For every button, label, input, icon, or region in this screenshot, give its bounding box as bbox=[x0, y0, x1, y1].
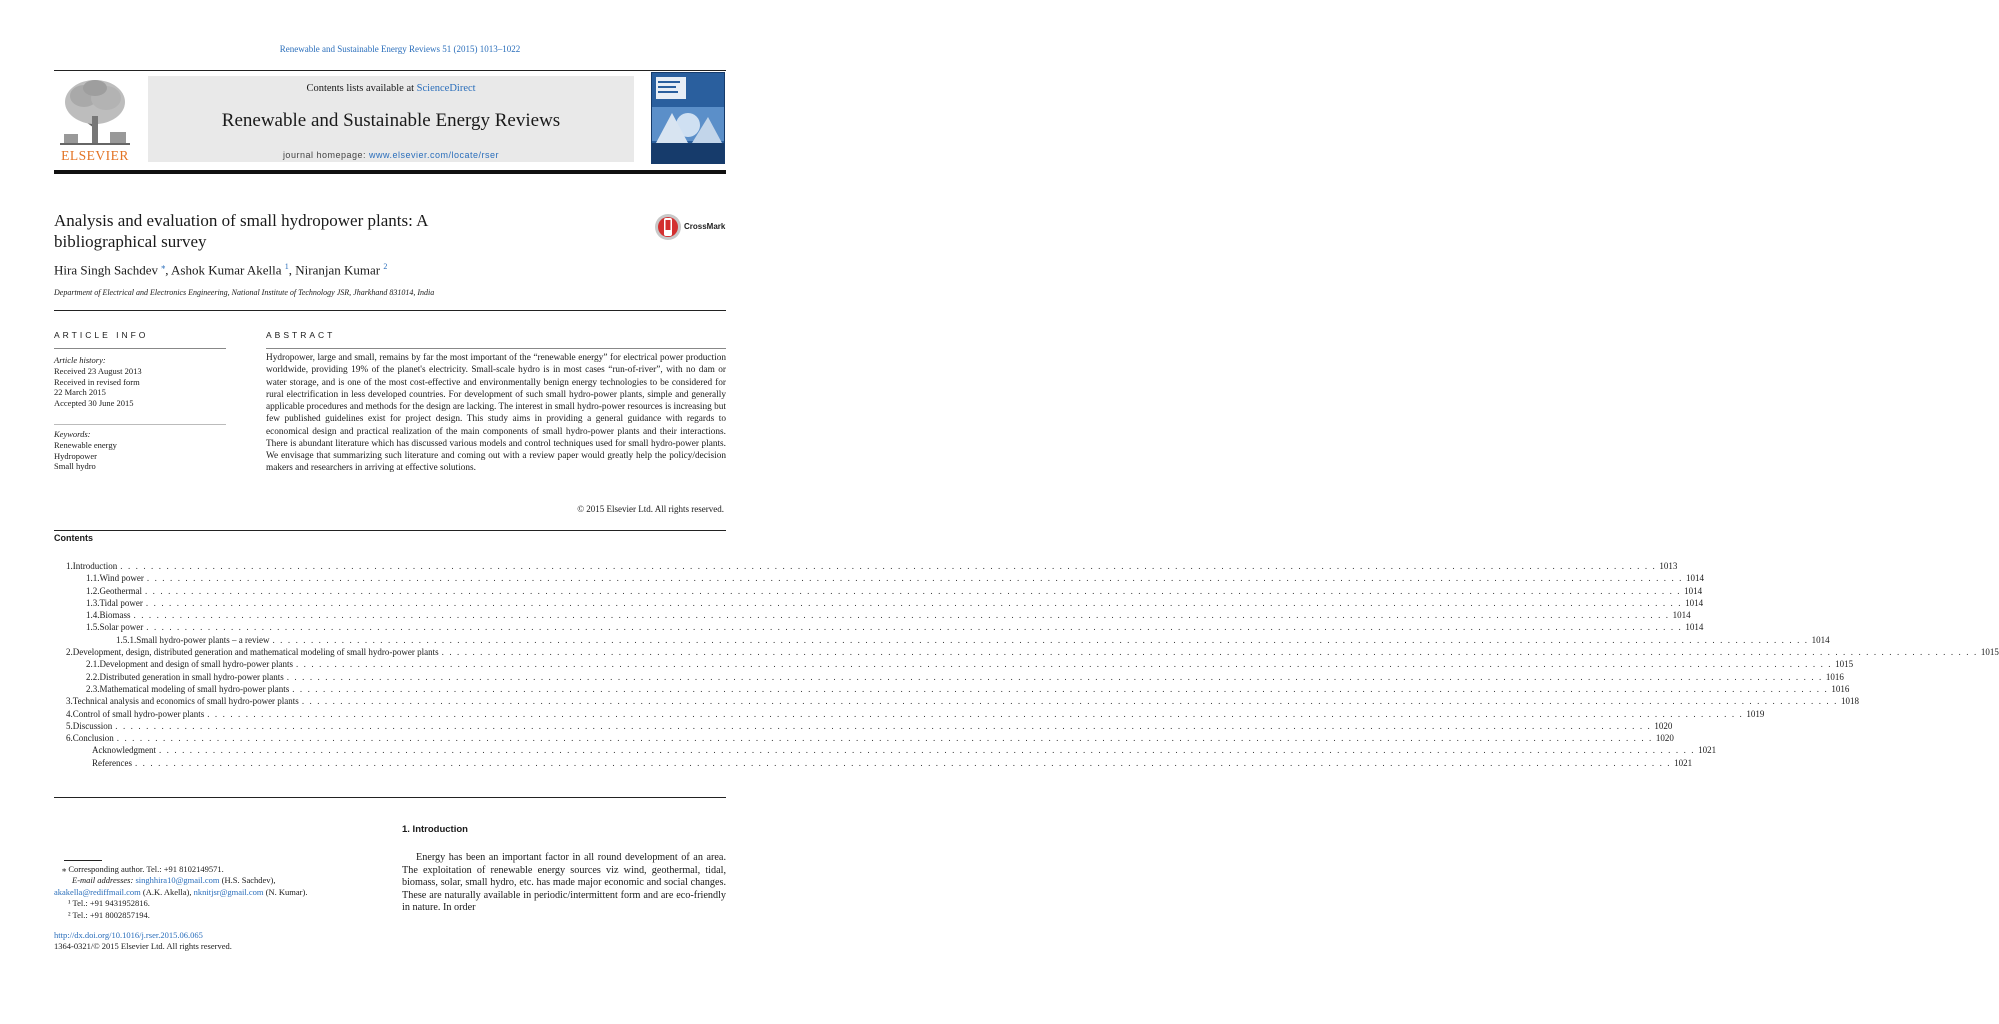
email-link[interactable]: nknitjsr@gmail.com bbox=[193, 886, 264, 897]
article-history-label: Article history: bbox=[54, 355, 106, 365]
crossmark-badge[interactable] bbox=[654, 212, 734, 242]
toc-entry-title[interactable]: Solar power bbox=[99, 622, 144, 633]
toc-page-number[interactable]: 1014 bbox=[1685, 597, 1704, 608]
toc-row[interactable] bbox=[54, 585, 1703, 598]
toc-entry-title[interactable]: Tidal power bbox=[99, 597, 143, 608]
toc-row[interactable] bbox=[54, 757, 1693, 770]
corresponding-author-note: ⁎ Corresponding author. Tel.: +91 8102149571. bbox=[62, 864, 224, 874]
toc-number: 1.4. bbox=[86, 610, 100, 621]
toc-page-number[interactable]: 1014 bbox=[1811, 634, 1830, 645]
toc-row[interactable] bbox=[54, 647, 1999, 659]
toc-entry-title[interactable]: Acknowledgment bbox=[92, 745, 156, 756]
toc-page-number[interactable]: 1014 bbox=[1684, 585, 1703, 596]
toc-page-number[interactable]: 1018 bbox=[1840, 696, 1859, 707]
keyword: Hydropower bbox=[54, 450, 97, 461]
toc-leader-dots: . . . . . . . . . . . . . . . . . . . . . . . . . . . . . . . . . . . . . . . . . . . . . . . . . . . . . . . . . . . . . . . . . . . . . . . . . . . . . . . . . . . . . . . . . . . . . . . . . . . . . . . . . . . . . . . . . . . . . . . . . . . . . . . . . . . . . . . . . . . . . . . . . . . . . . . . . . . . . . . . . . . . . . . . . . . . . . . . . . . . . . . . . . . . . . . . . . . . . . . . bbox=[133, 610, 1670, 621]
toc-leader-dots: . . . . . . . . . . . . . . . . . . . . . . . . . . . . . . . . . . . . . . . . . . . . . . . . . . . . . . . . . . . . . . . . . . . . . . . . . . . . . . . . . . . . . . . . . . . . . . . . . . . . . . . . . . . . . . . . . . . . . . . . . . . . . . . . . . . . . . . . . . . . . . . . . . . . . . . . . . . . . . . . . . . . . . . . . . . . . . . . . . . . . . . . . . . . . . . . . . . . . . . . bbox=[146, 573, 1684, 584]
contents-top-rule bbox=[54, 530, 726, 531]
toc-number: 1.5. bbox=[86, 622, 100, 633]
toc-leader-dots: . . . . . . . . . . . . . . . . . . . . . . . . . . . . . . . . . . . . . . . . . . . . . . . . . . . . . . . . . . . . . . . . . . . . . . . . . . . . . . . . . . . . . . . . . . . . . . . . . . . . . . . . . . . . . . . . . . . . . . . . . . . . . . . . . . . . . . . . . . . . . . . . . . . . . . . . . . . . . . . . . . . . . . . . . . . . . . . . . . . . . . . . . . . . . . . . . . . . . . . . bbox=[144, 585, 1682, 596]
introduction-text: Energy has been an important factor in all round development of an area. The exploitation of renewable energy sources viz wind, geothermal, tidal, biomass, solar, small hydro, etc. has made major economic and social changes. These are naturally available in periodic/intermittent form and are eco-friendly in nature. In order bbox=[402, 852, 726, 914]
toc-row[interactable] bbox=[54, 671, 1844, 684]
abstract-heading: ABSTRACT bbox=[266, 330, 336, 340]
toc-leader-dots: . . . . . . . . . . . . . . . . . . . . . . . . . . . . . . . . . . . . . . . . . . . . . . . . . . . . . . . . . . . . . . . . . . . . . . . . . . . . . . . . . . . . . . . . . . . . . . . . . . . . . . . . . . . . . . . . . . . . . . . . . . . . . . . . . . . . . . . . . . . . . . . . . . . . . . . . . . . . . . . . . . . . . . . . . . . . . . . . . . . . . . . . . . . . . . . . . . . . . . . . bbox=[158, 745, 1696, 756]
keywords bbox=[54, 429, 226, 472]
author-list: Hira Singh Sachdev ⁎, Ashok Kumar Akella $^1$, Niranjan Kumar $^2$ bbox=[54, 262, 388, 278]
toc-number: 1.1. bbox=[86, 573, 100, 584]
author-footnote-mark[interactable]: 1 bbox=[284, 262, 289, 271]
toc-page-number[interactable]: 1019 bbox=[1746, 708, 1765, 719]
tel-note: ¹ Tel.: +91 9431952816. bbox=[68, 898, 150, 909]
toc-number: 5. bbox=[66, 720, 73, 731]
doi-link[interactable]: http://dx.doi.org/10.1016/j.rser.2015.06.065 bbox=[54, 930, 203, 940]
toc-entry-title[interactable]: Conclusion bbox=[72, 733, 114, 744]
toc-entry-title[interactable]: Biomass bbox=[99, 610, 131, 621]
toc-page-number[interactable]: 1014 bbox=[1686, 573, 1705, 584]
toc-number: 2.2. bbox=[86, 671, 100, 682]
toc-page-number[interactable]: 1013 bbox=[1659, 561, 1678, 571]
contents-available-line: Contents lists available at ScienceDirect bbox=[306, 83, 476, 94]
email-label: E-mail addresses: bbox=[72, 875, 134, 886]
history-line: Received 23 August 2013 bbox=[54, 365, 142, 376]
toc-entry-title[interactable]: Discussion bbox=[72, 720, 113, 731]
toc-leader-dots: . . . . . . . . . . . . . . . . . . . . . . . . . . . . . . . . . . . . . . . . . . . . . . . . . . . . . . . . . . . . . . . . . . . . . . . . . . . . . . . . . . . . . . . . . . . . . . . . . . . . . . . . . . . . . . . . . . . . . . . . . . . . . . . . . . . . . . . . . . . . . . . . . . . . . . . . . . . . . . . . . . . . . . . . . . . . . . . . . . . . . . . . . . . . . . . . . . . . . . . . bbox=[116, 733, 1653, 744]
introduction-heading: 1. Introduction bbox=[402, 824, 468, 835]
table-of-contents bbox=[54, 561, 1999, 770]
journal-title: Renewable and Sustainable Energy Reviews bbox=[221, 110, 561, 131]
toc-leader-dots: . . . . . . . . . . . . . . . . . . . . . . . . . . . . . . . . . . . . . . . . . . . . . . . . . . . . . . . . . . . . . . . . . . . . . . . . . . . . . . . . . . . . . . . . . . . . . . . . . . . . . . . . . . . . . . . . . . . . . . . . . . . . . . . . . . . . . . . . . . . . . . . . . . . . . . . . . . . . . . . . . . . . . . . . . . . . . . . . . . . . . . . . . . . . . . . . . . . . . . . . bbox=[272, 634, 1809, 645]
toc-leader-dots: . . . . . . . . . . . . . . . . . . . . . . . . . . . . . . . . . . . . . . . . . . . . . . . . . . . . . . . . . . . . . . . . . . . . . . . . . . . . . . . . . . . . . . . . . . . . . . . . . . . . . . . . . . . . . . . . . . . . . . . . . . . . . . . . . . . . . . . . . . . . . . . . . . . . . . . . . . . . . . . . . . . . . . . . . . . . . . . . . . . . . . . . . . . . . . . . . . . . . . . . bbox=[295, 659, 1833, 670]
toc-row[interactable] bbox=[54, 683, 1850, 696]
toc-number: 2.3. bbox=[86, 683, 100, 694]
toc-leader-dots: . . . . . . . . . . . . . . . . . . . . . . . . . . . . . . . . . . . . . . . . . . . . . . . . . . . . . . . . . . . . . . . . . . . . . . . . . . . . . . . . . . . . . . . . . . . . . . . . . . . . . . . . . . . . . . . . . . . . . . . . . . . . . . . . . . . . . . . . . . . . . . . . . . . . . . . . . . . . . . . . . . . . . . . . . . . . . . . . . . . . . . . . . . . . . . . . . . . . . . . . bbox=[301, 696, 1838, 707]
toc-number: 2.1. bbox=[86, 659, 100, 670]
toc-page-number[interactable]: 1020 bbox=[1654, 720, 1673, 731]
abstract-copyright: © 2015 Elsevier Ltd. All rights reserved. bbox=[577, 504, 724, 514]
article-info-divider bbox=[54, 424, 226, 425]
toc-number: 1. bbox=[66, 561, 73, 571]
toc-row[interactable] bbox=[54, 659, 1854, 671]
toc-row[interactable] bbox=[54, 573, 1705, 585]
publisher-name: ELSEVIER bbox=[61, 148, 129, 163]
toc-page-number[interactable]: 1015 bbox=[1835, 659, 1854, 670]
toc-leader-dots: . . . . . . . . . . . . . . . . . . . . . . . . . . . . . . . . . . . . . . . . . . . . . . . . . . . . . . . . . . . . . . . . . . . . . . . . . . . . . . . . . . . . . . . . . . . . . . . . . . . . . . . . . . . . . . . . . . . . . . . . . . . . . . . . . . . . . . . . . . . . . . . . . . . . . . . . . . . . . . . . . . . . . . . . . . . . . . . . . . . . . . . . . . . . . . . . . . . . . . . . bbox=[286, 671, 1823, 682]
toc-row[interactable] bbox=[54, 597, 1704, 610]
crossmark-label: CrossMark bbox=[684, 222, 726, 231]
article-history bbox=[54, 355, 226, 409]
toc-entry-title[interactable]: Distributed generation in small hydro-power plants bbox=[99, 671, 284, 682]
toc-row[interactable] bbox=[54, 610, 1691, 622]
toc-page-number[interactable]: 1020 bbox=[1655, 733, 1674, 744]
abstract-rule bbox=[266, 348, 726, 349]
elsevier-logo[interactable] bbox=[54, 76, 136, 166]
article-info-rule bbox=[54, 348, 226, 349]
toc-number: 1.5.1. bbox=[116, 634, 137, 645]
email-note bbox=[54, 875, 374, 886]
masthead-bottom-rule bbox=[54, 170, 726, 174]
crossmark-icon bbox=[654, 212, 682, 242]
toc-page-number[interactable]: 1016 bbox=[1825, 671, 1844, 682]
toc-number: 6. bbox=[66, 733, 73, 744]
toc-page-number[interactable]: 1014 bbox=[1685, 622, 1704, 633]
masthead-top-rule bbox=[54, 70, 726, 71]
toc-leader-dots: . . . . . . . . . . . . . . . . . . . . . . . . . . . . . . . . . . . . . . . . . . . . . . . . . . . . . . . . . . . . . . . . . . . . . . . . . . . . . . . . . . . . . . . . . . . . . . . . . . . . . . . . . . . . . . . . . . . . . . . . . . . . . . . . . . . . . . . . . . . . . . . . . . . . . . . . . . . . . . . . . . . . . . . . . . . . . . . . . . . . . . . . . . . . . . . . . . . . . . . . bbox=[292, 683, 1829, 694]
email-owner: (H.S. Sachdev), bbox=[219, 875, 276, 886]
toc-number: 4. bbox=[66, 708, 73, 719]
email-owner: (A.K. Akella), bbox=[140, 886, 194, 897]
toc-number: 1.3. bbox=[86, 597, 100, 608]
toc-page-number[interactable]: 1015 bbox=[1980, 647, 1999, 658]
email-link[interactable]: singhhira10@gmail.com bbox=[135, 875, 220, 886]
toc-entry-title[interactable]: Mathematical modeling of small hydro-power plants bbox=[99, 683, 290, 694]
toc-row[interactable] bbox=[54, 720, 1673, 733]
toc-number: 2. bbox=[66, 647, 73, 658]
author-name[interactable]: Ashok Kumar Akella bbox=[171, 262, 282, 278]
section-divider bbox=[54, 310, 726, 311]
journal-header-box bbox=[148, 76, 634, 162]
article-info-heading: ARTICLE INFO bbox=[54, 330, 149, 340]
toc-leader-dots: . . . . . . . . . . . . . . . . . . . . . . . . . . . . . . . . . . . . . . . . . . . . . . . . . . . . . . . . . . . . . . . . . . . . . . . . . . . . . . . . . . . . . . . . . . . . . . . . . . . . . . . . . . . . . . . . . . . . . . . . . . . . . . . . . . . . . . . . . . . . . . . . . . . . . . . . . . . . . . . . . . . . . . . . . . . . . . . . . . . . . . . . . . . . . . . . . . . . . . . . bbox=[207, 708, 1744, 719]
toc-entry-title[interactable]: Small hydro-power plants – a review bbox=[136, 634, 270, 645]
journal-masthead bbox=[54, 70, 726, 168]
issn-line: 1364-0321/© 2015 Elsevier Ltd. All rights reserved. bbox=[54, 941, 232, 952]
sciencedirect-link[interactable]: ScienceDirect bbox=[416, 83, 476, 94]
toc-leader-dots: . . . . . . . . . . . . . . . . . . . . . . . . . . . . . . . . . . . . . . . . . . . . . . . . . . . . . . . . . . . . . . . . . . . . . . . . . . . . . . . . . . . . . . . . . . . . . . . . . . . . . . . . . . . . . . . . . . . . . . . . . . . . . . . . . . . . . . . . . . . . . . . . . . . . . . . . . . . . . . . . . . . . . . . . . . . . . . . . . . . . . . . . . . . . . . . . . . . . . . . . bbox=[145, 597, 1683, 608]
toc-row[interactable] bbox=[54, 561, 1678, 573]
toc-leader-dots: . . . . . . . . . . . . . . . . . . . . . . . . . . . . . . . . . . . . . . . . . . . . . . . . . . . . . . . . . . . . . . . . . . . . . . . . . . . . . . . . . . . . . . . . . . . . . . . . . . . . . . . . . . . . . . . . . . . . . . . . . . . . . . . . . . . . . . . . . . . . . . . . . . . . . . . . . . . . . . . . . . . . . . . . . . . . . . . . . . . . . . . . . . . . . . . . . . . . . . . . bbox=[441, 647, 1978, 658]
author-name[interactable]: Hira Singh Sachdev bbox=[54, 262, 158, 278]
journal-cover-icon bbox=[652, 73, 724, 163]
author-name[interactable]: Niranjan Kumar bbox=[295, 262, 381, 278]
toc-page-number[interactable]: 1021 bbox=[1674, 757, 1693, 768]
toc-row[interactable] bbox=[54, 708, 1765, 721]
journal-cover-thumbnail[interactable] bbox=[651, 72, 725, 164]
email-owner: (N. Kumar). bbox=[263, 886, 308, 897]
history-line: Received in revised form bbox=[54, 376, 140, 387]
toc-number: 1.2. bbox=[86, 585, 100, 596]
toc-row[interactable] bbox=[54, 733, 1674, 745]
toc-entry-title[interactable]: Geothermal bbox=[99, 585, 142, 596]
email-link[interactable]: akakella@rediffmail.com bbox=[54, 886, 141, 897]
toc-entry-title[interactable]: Development, design, distributed generation and mathematical modeling of small hydro-power plants bbox=[72, 647, 439, 658]
history-line: Accepted 30 June 2015 bbox=[54, 398, 134, 409]
footnotes bbox=[54, 864, 374, 921]
toc-row[interactable] bbox=[54, 634, 1830, 647]
keyword: Small hydro bbox=[54, 461, 96, 472]
toc-entry-title[interactable]: Control of small hydro-power plants bbox=[72, 708, 205, 719]
toc-entry-title[interactable]: Technical analysis and economics of small hydro-power plants bbox=[72, 696, 299, 707]
tel-note: ² Tel.: +91 8002857194. bbox=[68, 909, 150, 920]
abstract-text: Hydropower, large and small, remains by far the most important of the “renewable energy” for electrical power production worldwide, providing 19% of the planet's electricity. Small-scale hydro is in most cases “run-of-river”, with no dam or water storage, and is one of the most cost-effective and environmentally benign energy technologies to be considered for rural electrification in less developed countries. For development of such small hydro-power plants, simple and generally applicable procedures and methods for the design are lacking. The interest in small hydro-power resources is increasing but few published guidelines exist for project design. This study aims in providing a general guidance with regards to economical design and practical realization of the main components of small hydro-power plants and their interactions. There is abundant literature which has discussed various models and control techniques used for small hydro-power plants. We envisage that summarizing such literature and coming out with a review paper would greatly help the policy/decision makers and researchers in arriving at effective solutions. bbox=[266, 353, 726, 474]
journal-citation[interactable]: Renewable and Sustainable Energy Reviews 51 (2015) 1013–1022 bbox=[279, 44, 521, 54]
history-line: 22 March 2015 bbox=[54, 387, 106, 398]
toc-page-number[interactable]: 1016 bbox=[1831, 683, 1850, 694]
journal-homepage-link[interactable]: www.elsevier.com/locate/rser bbox=[369, 150, 500, 160]
toc-leader-dots: . . . . . . . . . . . . . . . . . . . . . . . . . . . . . . . . . . . . . . . . . . . . . . . . . . . . . . . . . . . . . . . . . . . . . . . . . . . . . . . . . . . . . . . . . . . . . . . . . . . . . . . . . . . . . . . . . . . . . . . . . . . . . . . . . . . . . . . . . . . . . . . . . . . . . . . . . . . . . . . . . . . . . . . . . . . . . . . . . . . . . . . . . . . . . . . . . . . . . . . . bbox=[134, 757, 1672, 768]
toc-leader-dots: . . . . . . . . . . . . . . . . . . . . . . . . . . . . . . . . . . . . . . . . . . . . . . . . . . . . . . . . . . . . . . . . . . . . . . . . . . . . . . . . . . . . . . . . . . . . . . . . . . . . . . . . . . . . . . . . . . . . . . . . . . . . . . . . . . . . . . . . . . . . . . . . . . . . . . . . . . . . . . . . . . . . . . . . . . . . . . . . . . . . . . . . . . . . . . . . . . . . . . . . bbox=[120, 561, 1657, 571]
footnote-rule bbox=[64, 860, 102, 861]
article-title: Analysis and evaluation of small hydropower plants: A bibliographical survey bbox=[54, 211, 428, 251]
toc-leader-dots: . . . . . . . . . . . . . . . . . . . . . . . . . . . . . . . . . . . . . . . . . . . . . . . . . . . . . . . . . . . . . . . . . . . . . . . . . . . . . . . . . . . . . . . . . . . . . . . . . . . . . . . . . . . . . . . . . . . . . . . . . . . . . . . . . . . . . . . . . . . . . . . . . . . . . . . . . . . . . . . . . . . . . . . . . . . . . . . . . . . . . . . . . . . . . . . . . . . . . . . . bbox=[146, 622, 1683, 633]
toc-page-number[interactable]: 1014 bbox=[1672, 610, 1691, 621]
toc-entry-title[interactable]: Introduction bbox=[72, 561, 118, 571]
author-affiliation: Department of Electrical and Electronics Engineering, National Institute of Technology JSR, Jharkhand 831014, India bbox=[54, 288, 435, 297]
toc-leader-dots: . . . . . . . . . . . . . . . . . . . . . . . . . . . . . . . . . . . . . . . . . . . . . . . . . . . . . . . . . . . . . . . . . . . . . . . . . . . . . . . . . . . . . . . . . . . . . . . . . . . . . . . . . . . . . . . . . . . . . . . . . . . . . . . . . . . . . . . . . . . . . . . . . . . . . . . . . . . . . . . . . . . . . . . . . . . . . . . . . . . . . . . . . . . . . . . . . . . . . . . . bbox=[115, 720, 1652, 731]
toc-row[interactable] bbox=[54, 745, 1717, 757]
contents-title: Contents bbox=[54, 533, 93, 543]
toc-entry-title[interactable]: References bbox=[92, 757, 132, 768]
toc-row[interactable] bbox=[54, 622, 1704, 634]
toc-number: 3. bbox=[66, 696, 73, 707]
toc-entry-title[interactable]: Development and design of small hydro-power plants bbox=[99, 659, 293, 670]
elsevier-tree-icon bbox=[58, 76, 132, 146]
keywords-label: Keywords: bbox=[54, 429, 91, 439]
doi-block bbox=[54, 930, 374, 953]
author-footnote-mark[interactable]: 2 bbox=[383, 262, 388, 271]
contents-bottom-rule bbox=[54, 797, 726, 798]
email-note-cont bbox=[54, 887, 374, 898]
toc-page-number[interactable]: 1021 bbox=[1698, 745, 1717, 756]
toc-row[interactable] bbox=[54, 696, 1859, 708]
keyword: Renewable energy bbox=[54, 439, 117, 450]
journal-homepage-line: journal homepage: www.elsevier.com/locate/rser bbox=[282, 150, 500, 160]
toc-entry-title[interactable]: Wind power bbox=[99, 573, 144, 584]
author-footnote-mark[interactable]: ⁎ bbox=[161, 262, 166, 271]
